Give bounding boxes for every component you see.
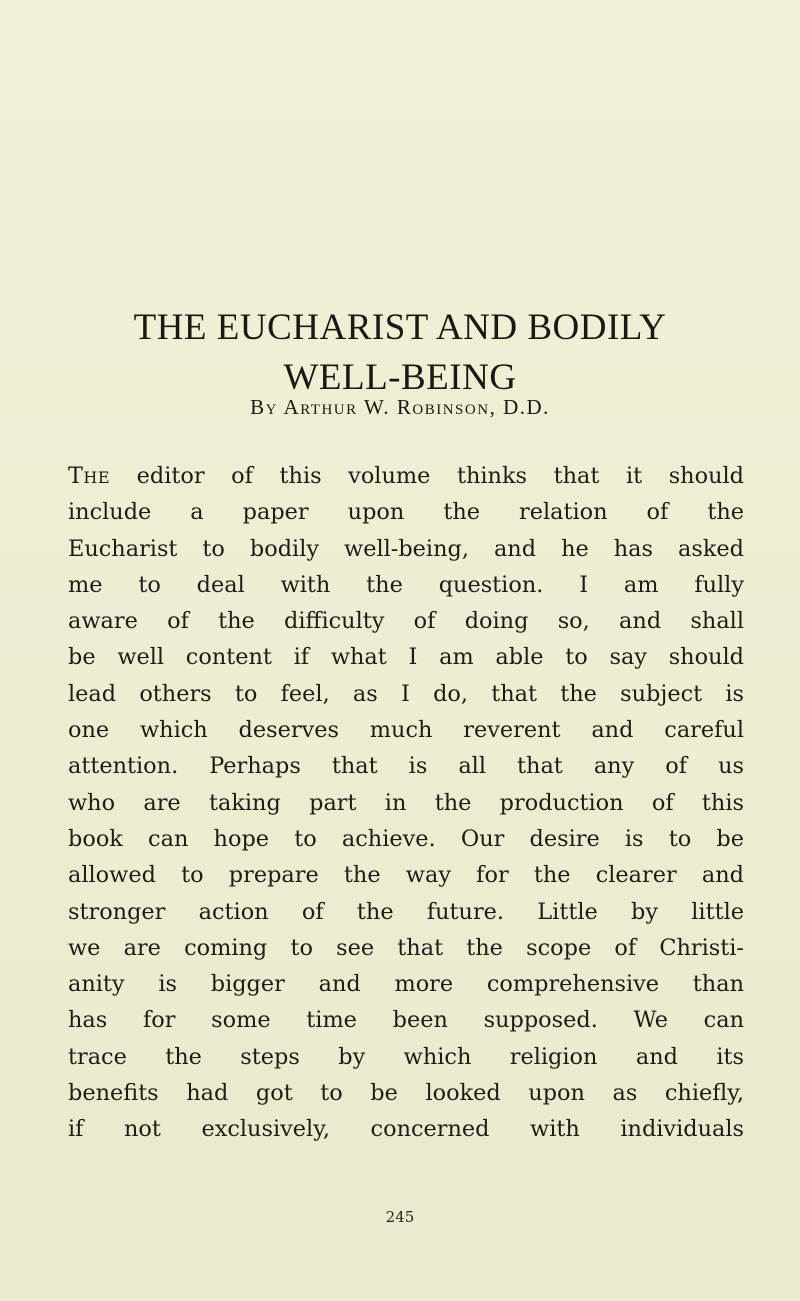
- text-line: who are taking part in the production of this: [68, 789, 744, 816]
- text-line: Eucharist to bodily well-being, and he has asked: [68, 535, 744, 562]
- text-line: has for some time been supposed. We can: [68, 1007, 744, 1034]
- text-line: lead others to feel, as I do, that the subject is: [68, 680, 744, 707]
- text-line: benefits had got to be looked upon as chiefly,: [68, 1080, 744, 1107]
- text-line: include a paper upon the relation of the: [68, 499, 744, 526]
- author-byline: By Arthur W. Robinson, D.D.: [250, 395, 550, 419]
- text-line: trace the steps by which religion and its: [68, 1043, 744, 1070]
- text-line: anity is bigger and more comprehensive than: [68, 971, 744, 998]
- text-line-1: [68, 458, 744, 494]
- text-line: be well content if what I am able to say should: [68, 644, 744, 671]
- text-line: one which deserves much reverent and careful: [68, 717, 744, 744]
- first-line-rest: editor of this volume thinks that it should: [110, 463, 744, 489]
- chapter-title-line-2: WELL-BEING: [283, 357, 517, 398]
- text-line: allowed to prepare the way for the clearer and: [68, 862, 744, 889]
- chapter-title-line-1: THE EUCHARIST AND BODILY: [133, 307, 667, 348]
- text-line: attention. Perhaps that is all that any of us: [68, 753, 744, 780]
- chapter-title: [60, 303, 740, 403]
- text-line: if not exclusively, concerned with individuals: [68, 1116, 744, 1143]
- page-number: 245: [385, 1208, 415, 1226]
- lead-word: The: [68, 463, 111, 489]
- text-line: stronger action of the future. Little by little: [68, 898, 744, 925]
- body-paragraph: [68, 458, 744, 1148]
- text-line: book can hope to achieve. Our desire is to be: [68, 825, 744, 852]
- text-line: aware of the difficulty of doing so, and shall: [68, 608, 744, 635]
- text-line: we are coming to see that the scope of Christi-: [68, 934, 744, 961]
- text-line: me to deal with the question. I am fully: [68, 571, 744, 598]
